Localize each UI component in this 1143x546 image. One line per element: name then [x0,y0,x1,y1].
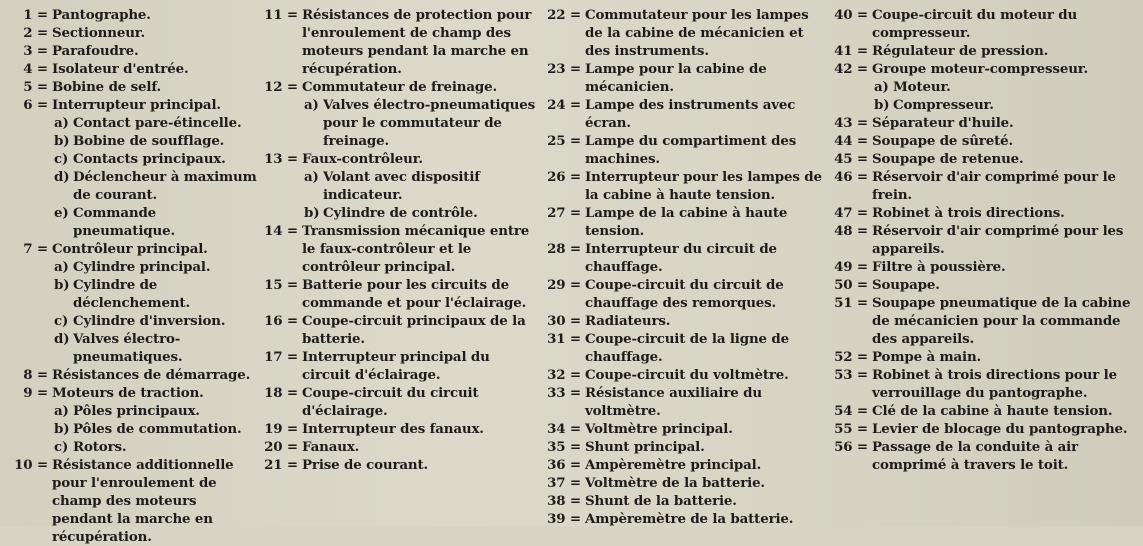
legend-item: 25 = Lampe du compartiment des machines. [547,133,797,167]
legend-item-number: 24 [547,97,566,113]
legend-subitem-marker: d) [54,169,70,185]
legend-item-text: Moteurs de traction. [52,385,204,401]
legend-item-number: 36 [547,457,566,473]
legend-subitem [262,168,540,204]
legend-item-number: 47 [834,205,853,221]
legend-subitem-text: Contacts principaux. [73,151,226,167]
legend-item-number: 26 [547,169,566,185]
legend-item: 21 = Prise de courant. [264,457,429,473]
legend-item-text: Sectionneur. [52,25,145,41]
legend-item-text: Soupape de sûreté. [872,133,1013,149]
legend-item: 12 = Commutateur de freinage. [264,79,498,95]
legend-column-3 [545,6,827,528]
legend-item: 9 = Moteurs de traction. [23,385,204,401]
legend-item-text: Filtre à poussière. [872,259,1006,275]
legend-item-number: 44 [834,133,853,149]
legend-item-number: 6 [23,97,33,113]
legend-subitem-marker: a) [304,169,319,185]
legend-subitem-text: Moteur. [893,79,951,95]
legend-subitem-marker: b) [874,97,890,113]
legend-item-number: 45 [834,151,853,167]
legend-item-text: Shunt principal. [585,439,705,455]
legend-subitem-text: Cylindre de déclenchement. [73,277,190,311]
legend-item: 16 = Coupe-circuit principaux de la batterie. [264,313,526,347]
legend-item: 52 = Pompe à main. [834,349,982,365]
legend-item-text: Résistances de démarrage. [52,367,251,383]
legend-item-number: 29 [547,277,566,293]
legend-item-number: 33 [547,385,566,401]
legend-subitem [262,96,540,150]
legend-subitem-text: Commande pneumatique. [73,205,175,239]
legend-item: 17 = Interrupteur principal du circuit d'éclairage. [264,349,490,383]
legend-item-text: Contrôleur principal. [52,241,208,257]
legend-subitem [4,114,258,132]
legend-item-text: Réservoir d'air comprimé pour le frein. [872,169,1116,203]
legend-item: 18 = Coupe-circuit du circuit d'éclairage. [264,385,479,419]
legend-item-text: Interrupteur principal. [52,97,221,113]
legend-item: 15 = Batterie pour les circuits de commande et pour l'éclairage. [264,277,527,311]
legend-item: 45 = Soupape de retenue. [834,151,1024,167]
legend-item: 7 = Contrôleur principal. [23,241,208,257]
legend-item-text: Soupape de retenue. [872,151,1024,167]
legend-subitem-marker: a) [874,79,889,95]
legend-item-text: Pantographe. [52,7,151,23]
legend-item-text: Voltmètre principal. [585,421,733,437]
legend-item-text: Lampe pour la cabine de mécanicien. [585,61,767,95]
legend-item-number: 21 [264,457,283,473]
legend-subitem-text: Contact pare-étincelle. [73,115,242,131]
legend-item-text: Shunt de la batterie. [585,493,737,509]
legend-item-number: 28 [547,241,566,257]
legend-column-2 [262,6,540,474]
legend-item-text: Passage de la conduite à air comprimé à travers le toit. [872,439,1078,473]
legend-item: 47 = Robinet à trois directions. [834,205,1065,221]
legend-item-number: 9 [23,385,33,401]
legend-item-text: Commutateur de freinage. [302,79,498,95]
legend-item-number: 30 [547,313,566,329]
legend-item-text: Coupe-circuit du circuit de chauffage des remorques. [585,277,784,311]
legend-item-number: 31 [547,331,566,347]
legend-item: 6 = Interrupteur principal. [23,97,221,113]
legend-item-text: Résistance auxiliaire du voltmètre. [585,385,762,419]
legend-subitem-marker: b) [304,205,320,221]
legend-item-number: 46 [834,169,853,185]
legend-item: 22 = Commutateur pour les lampes de la cabine de mécanicien et des instruments. [547,7,809,59]
legend-item-text: Réservoir d'air comprimé pour les appareils. [872,223,1124,257]
legend-subitem [4,312,258,330]
legend-item: 48 = Réservoir d'air comprimé pour les appareils. [834,223,1124,257]
legend-item: 1 = Pantographe. [23,7,151,23]
legend-item-number: 41 [834,43,853,59]
legend-subitem-text: Valves électro-pneumatiques. [73,331,183,365]
legend-item-number: 4 [23,61,33,77]
legend-item-text: Bobine de self. [52,79,162,95]
legend-item-number: 14 [264,223,283,239]
legend-subitem [4,330,258,366]
legend-subitem-marker: c) [54,313,69,329]
legend-subitem-marker: a) [304,97,319,113]
legend-subitem [4,402,258,420]
legend-item: 2 = Sectionneur. [23,25,145,41]
legend-item-text: Ampèremètre principal. [585,457,762,473]
legend-subitem-text: Valves électro-pneumatiques pour le commutateur de freinage. [323,97,536,149]
legend-item-text: Robinet à trois directions pour le verrouillage du pantographe. [872,367,1117,401]
legend-subitem [832,96,1132,114]
legend-item: 24 = Lampe des instruments avec écran. [547,97,796,131]
legend-item-text: Faux-contrôleur. [302,151,423,167]
legend-item-number: 19 [264,421,283,437]
legend-subitem-marker: c) [54,151,69,167]
legend-subitem-marker: d) [54,331,70,347]
legend-item: 41 = Régulateur de pression. [834,43,1049,59]
legend-item-number: 39 [547,511,566,527]
legend-item-number: 56 [834,439,853,455]
legend-subitem-text: Rotors. [73,439,127,455]
legend-item-text: Résistance additionnelle pour l'enroulement de champ des moteurs pendant la marche en récupération. [52,457,234,545]
legend-item: 19 = Interrupteur des fanaux. [264,421,484,437]
legend-item: 26 = Interrupteur pour les lampes de la cabine à haute tension. [547,169,822,203]
legend-item-number: 35 [547,439,566,455]
legend-item: 3 = Parafoudre. [23,43,139,59]
legend-item-number: 52 [834,349,853,365]
legend-subitem-text: Déclencheur à maximum de courant. [73,169,257,203]
legend-subitem-marker: a) [54,115,69,131]
legend-item-text: Commutateur pour les lampes de la cabine de mécanicien et des instruments. [585,7,809,59]
legend-item-text: Lampe du compartiment des machines. [585,133,797,167]
legend-item-number: 54 [834,403,853,419]
legend-subitem [4,258,258,276]
legend-subitem-marker: b) [54,421,70,437]
legend-item-number: 53 [834,367,853,383]
legend-subitem-marker: c) [54,439,69,455]
legend-item-text: Interrupteur pour les lampes de la cabine à haute tension. [585,169,822,203]
legend-item-text: Régulateur de pression. [872,43,1049,59]
legend-subitem-text: Pôles de commutation. [73,421,242,437]
legend-item-number: 11 [264,7,283,23]
legend-item: 37 = Voltmètre de la batterie. [547,475,765,491]
legend-item: 13 = Faux-contrôleur. [264,151,423,167]
legend-subitem [832,78,1132,96]
legend-item-number: 8 [23,367,33,383]
legend-item: 14 = Transmission mécanique entre le faux-contrôleur et le contrôleur principal. [264,223,530,275]
legend-item: 11 = Résistances de protection pour l'enroulement de champ des moteurs pendant la marche en récupération. [264,7,532,77]
legend-item-number: 1 [23,7,33,23]
legend-item-text: Voltmètre de la batterie. [585,475,765,491]
legend-item-text: Fanaux. [302,439,360,455]
legend-item-text: Lampe de la cabine à haute tension. [585,205,788,239]
legend-item-text: Soupape pneumatique de la cabine de mécanicien pour la commande des appareils. [872,295,1131,347]
legend-item: 28 = Interrupteur du circuit de chauffage. [547,241,777,275]
legend-item-number: 50 [834,277,853,293]
legend-item: 38 = Shunt de la batterie. [547,493,737,509]
legend-item-text: Prise de courant. [302,457,429,473]
legend-item-number: 23 [547,61,566,77]
legend-subitem [4,276,258,312]
legend-item-text: Groupe moteur-compresseur. [872,61,1088,77]
legend-item: 53 = Robinet à trois directions pour le verrouillage du pantographe. [834,367,1117,401]
legend-item: 5 = Bobine de self. [23,79,162,95]
legend-subitem [4,438,258,456]
legend-item: 32 = Coupe-circuit du voltmètre. [547,367,789,383]
legend-item-text: Isolateur d'entrée. [52,61,189,77]
legend-item-number: 16 [264,313,283,329]
legend-item-text: Résistances de protection pour l'enroulement de champ des moteurs pendant la marche en récupération. [302,7,532,77]
legend-item-text: Coupe-circuit du circuit d'éclairage. [302,385,479,419]
legend-subitem [4,150,258,168]
legend-item: 33 = Résistance auxiliaire du voltmètre. [547,385,762,419]
legend-item-number: 5 [23,79,33,95]
legend-item: 42 = Groupe moteur-compresseur. [834,61,1088,77]
legend-item: 23 = Lampe pour la cabine de mécanicien. [547,61,767,95]
legend-item-number: 2 [23,25,33,41]
legend-item-number: 17 [264,349,283,365]
legend-item: 54 = Clé de la cabine à haute tension. [834,403,1113,419]
legend-subitem-marker: b) [54,133,70,149]
legend-item-text: Batterie pour les circuits de commande et pour l'éclairage. [302,277,527,311]
legend-item-text: Coupe-circuit principaux de la batterie. [302,313,526,347]
legend-item-number: 48 [834,223,853,239]
legend-item: 50 = Soupape. [834,277,940,293]
legend-item: 10 = Résistance additionnelle pour l'enroulement de champ des moteurs pendant la marche en récupération. [14,457,234,545]
legend-item-text: Clé de la cabine à haute tension. [872,403,1113,419]
legend-item-text: Parafoudre. [52,43,139,59]
legend-subitem-text: Cylindre de contrôle. [323,205,478,221]
legend-item-number: 34 [547,421,566,437]
legend-item-text: Coupe-circuit du moteur du compresseur. [872,7,1078,41]
legend-item-text: Interrupteur principal du circuit d'éclairage. [302,349,490,383]
legend-subitem-marker: b) [54,277,70,293]
legend-item-text: Radiateurs. [585,313,671,329]
legend-item: 55 = Levier de blocage du pantographe. [834,421,1128,437]
legend-item-number: 32 [547,367,566,383]
legend-subitem-text: Pôles principaux. [73,403,200,419]
legend-item-text: Séparateur d'huile. [872,115,1014,131]
legend-item: 31 = Coupe-circuit de la ligne de chauffage. [547,331,789,365]
legend-item-number: 55 [834,421,853,437]
legend-item: 44 = Soupape de sûreté. [834,133,1013,149]
legend-item-number: 27 [547,205,566,221]
legend-item: 30 = Radiateurs. [547,313,671,329]
legend-item-number: 12 [264,79,283,95]
legend-item-number: 15 [264,277,283,293]
legend-item-number: 37 [547,475,566,491]
legend-item-text: Robinet à trois directions. [872,205,1065,221]
legend-item: 20 = Fanaux. [264,439,360,455]
legend-item-number: 25 [547,133,566,149]
legend-subitem-text: Bobine de soufflage. [73,133,225,149]
legend-subitem-text: Cylindre principal. [73,259,211,275]
legend-item: 40 = Coupe-circuit du moteur du compresseur. [834,7,1078,41]
legend-subitem [4,204,258,240]
legend-item-number: 42 [834,61,853,77]
legend-item-number: 3 [23,43,33,59]
legend-subitem-marker: a) [54,403,69,419]
legend-subitem [4,168,258,204]
legend-item-number: 13 [264,151,283,167]
legend-item-number: 10 [14,457,33,473]
legend-item: 29 = Coupe-circuit du circuit de chauffage des remorques. [547,277,784,311]
legend-subitem-marker: e) [54,205,69,221]
legend-subitem [262,204,540,222]
legend-item-text: Lampe des instruments avec écran. [585,97,796,131]
legend-item-number: 43 [834,115,853,131]
legend-item-text: Soupape. [872,277,940,293]
legend-item: 43 = Séparateur d'huile. [834,115,1014,131]
legend-item-number: 20 [264,439,283,455]
legend-item-text: Interrupteur des fanaux. [302,421,484,437]
legend-item: 56 = Passage de la conduite à air comprimé à travers le toit. [834,439,1078,473]
legend-column-1 [4,6,258,546]
legend-item-number: 40 [834,7,853,23]
legend-subitem-marker: a) [54,259,69,275]
legend-item: 36 = Ampèremètre principal. [547,457,762,473]
legend-item-text: Pompe à main. [872,349,982,365]
legend-item-text: Coupe-circuit de la ligne de chauffage. [585,331,789,365]
legend-item-text: Coupe-circuit du voltmètre. [585,367,789,383]
legend-item-text: Interrupteur du circuit de chauffage. [585,241,777,275]
legend-subitem [4,132,258,150]
legend-column-4 [832,6,1132,474]
legend-item: 49 = Filtre à poussière. [834,259,1006,275]
legend-item-number: 38 [547,493,566,509]
legend-item-text: Transmission mécanique entre le faux-contrôleur et le contrôleur principal. [302,223,530,275]
legend-item-text: Levier de blocage du pantographe. [872,421,1128,437]
legend-item-number: 49 [834,259,853,275]
legend-item: 39 = Ampèremètre de la batterie. [547,511,794,527]
legend-item-number: 51 [834,295,853,311]
legend-item: 8 = Résistances de démarrage. [23,367,251,383]
legend-item: 35 = Shunt principal. [547,439,705,455]
legend-subitem-text: Compresseur. [893,97,994,113]
legend-subitem-text: Cylindre d'inversion. [73,313,226,329]
legend-item: 34 = Voltmètre principal. [547,421,733,437]
legend-item-text: Ampèremètre de la batterie. [585,511,794,527]
legend-item-number: 18 [264,385,283,401]
legend-item: 46 = Réservoir d'air comprimé pour le frein. [834,169,1116,203]
legend-item: 27 = Lampe de la cabine à haute tension. [547,205,788,239]
legend-item: 4 = Isolateur d'entrée. [23,61,189,77]
legend-item-number: 7 [23,241,33,257]
legend-subitem-text: Volant avec dispositif indicateur. [323,169,480,203]
legend-item: 51 = Soupape pneumatique de la cabine de mécanicien pour la commande des appareils. [834,295,1131,347]
legend-subitem [4,420,258,438]
legend-item-number: 22 [547,7,566,23]
